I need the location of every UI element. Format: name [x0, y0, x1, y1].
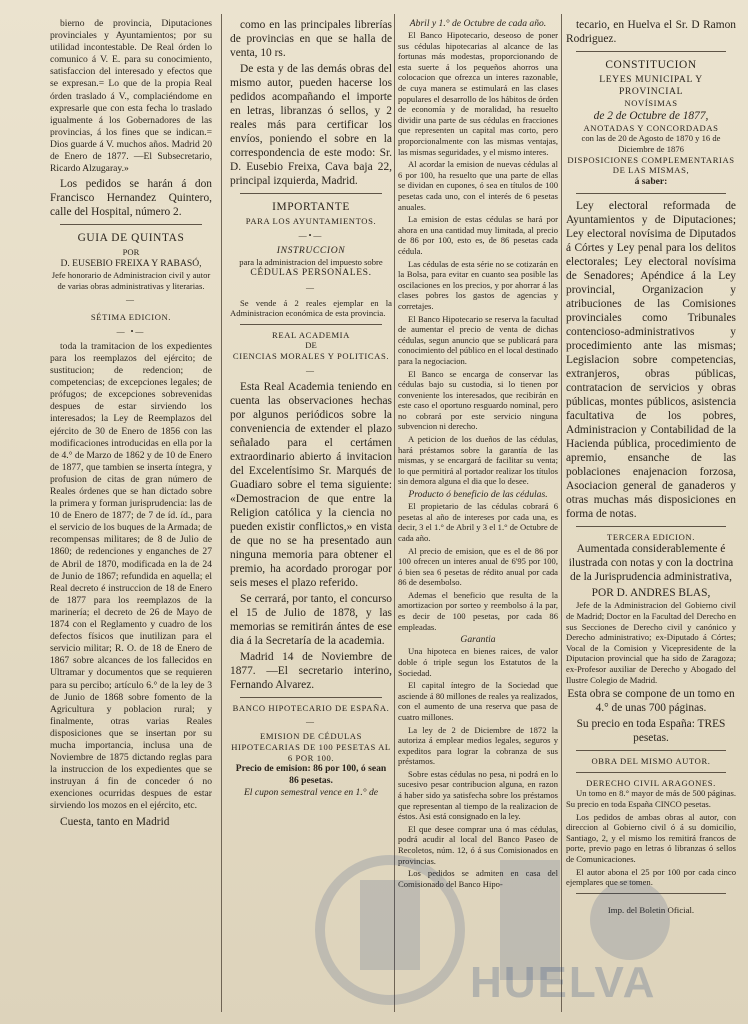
- paragraph: Los pedidos se harán á don Francisco Hernandez Quintero, calle del Hospital, número 2.: [50, 178, 212, 219]
- ornament: —: [126, 295, 136, 305]
- paragraph: El Banco se encarga de conservar las cédulas bajo su custodia, si lo tienen por conveniente los interesados, que recibirán en este caso el oportuno resguardo nominal, pero no cobrará por este servicio ninguna subvencion ni derecho.: [398, 368, 558, 432]
- paragraph: Esta Real Academia teniendo en cuenta las observaciones hechas por algunos periódicos sobre la conveniencia de extender el plazo señalado para el certámen extraordinario abierto á invitacion del Excelentísimo Sr. Marqués de Guadiaro sobre el tema siguiente: «Demostracion de que entre la Religion católica y la ciencia no pueden existir conflictos,» en vista de que no se ha presentado aun ninguna memoria para obtener el premio, ha acordado prorogar por seis meses el plazo referido.: [230, 380, 392, 589]
- paragraph: como en las principales librerías de provincias en que se halla de venta, 10 rs.: [230, 19, 392, 59]
- divider: [240, 324, 382, 325]
- section-title: IMPORTANTE: [272, 201, 350, 213]
- divider: [240, 193, 382, 194]
- paragraph: Aumentada considerablemente é ilustrada con notas y con la doctrina de la Jurisprudencia administrativa,: [568, 543, 734, 584]
- subtitle: PARA LOS AYUNTAMIENTOS.: [245, 216, 377, 226]
- edition-label: SÉTIMA EDICION.: [90, 312, 172, 323]
- paragraph: La ley de 2 de Diciembre de 1872 la autoriza á emplear medios legales, seguros y expeditos para lograr la cobranza de sus préstamos.: [398, 724, 558, 767]
- paragraph: El que desee comprar una ó mas cédulas, podrá acudir al local del Banco Paseo de Recoletos, núm. 12, ó á sus Comisionados en provincias.: [398, 823, 558, 866]
- paragraph: De esta y de las demás obras del mismo autor, pueden hacerse los pedidos acompañando el importe en letras, libranzas ó sellos, y 2 reales más para certificar los envíos, poniendo el sobre en la correspondencia de este modo: Sr. D. Eusebio Freixa, Cava baja 22, principal izquierda, Madrid.: [230, 63, 392, 187]
- subtitle: CÉDULAS PERSONALES.: [250, 267, 372, 279]
- paragraph: Ademas el beneficio que resulta de la amortizacion por sorteo y reembolso á la par, es decir de 100 pesetas, por cada 86 empleadas.: [398, 589, 558, 632]
- paragraph: Al acordar la emision de nuevas cédulas al 6 por 100, ha resuelto que una parte de ellas se dividan en cupones, ó sea en títulos de 100 pesetas cada uno, con el interés de 6 pesetas anuales.: [398, 159, 558, 212]
- ornament: —: [306, 365, 316, 375]
- paragraph: Se cerrará, por tanto, el concurso el 15 de Julio de 1878, y las memorias se remitirán ántes de ese dia á la Secretaría de la academia.: [230, 592, 392, 647]
- divider: [576, 51, 726, 52]
- column-rule: [221, 14, 222, 1012]
- subtitle: ANOTADAS Y CONCORDADAS: [583, 122, 719, 133]
- ornament: —: [306, 717, 316, 727]
- paragraph: Cuesta, tanto en Madrid: [60, 815, 170, 828]
- paragraph: Los pedidos de ambas obras al autor, con direccion al Gobierno civil ó á su domicilio, Santiago, 2, y el mismo los remitirá francos de porte, previo pago en letras ó libranzas ó sellos de Comunicaciones.: [566, 811, 736, 864]
- author-description: Jefe de la Administracion del Gobierno civil de Madrid; Doctor en la Facultad del Derecho en sus Secciones de Derecho civil y canónico y Derecho administrativo; ex-Diputado á Córtes; Vocal de la Comision y Vicepresidente de la Diputacion provincial que ha sido de Zaragoza; ex-Profesor auxiliar de Derecho y Abogado del Ilustre Colegio de Madrid.: [566, 600, 736, 685]
- subtitle: de 2 de Octubre de 1877,: [593, 109, 709, 122]
- ornament: —: [306, 283, 316, 293]
- divider: [60, 224, 202, 225]
- subheading: Garantia: [460, 634, 496, 646]
- section-title: OBRA DEL MISMO AUTOR.: [591, 756, 711, 767]
- paragraph: Las cédulas de esta série no se cotizarán en la Bolsa, para evitar en cuanto sea posible las oscilaciones en los precios, y por ahorrar á las clases pobres los gastos de agencias y corretajes.: [398, 258, 558, 311]
- subheading: Producto ó beneficio de las cédulas.: [408, 489, 548, 501]
- paragraph: Esta obra se compone de un tomo en 4.° de unas 700 páginas.: [567, 688, 735, 715]
- subtitle: DISPOSICIONES COMPLEMENTARIAS DE LAS MISMAS,: [567, 154, 735, 176]
- subtitle: LEYES MUNICIPAL Y PROVINCIAL: [599, 74, 703, 98]
- section-title: REAL ACADEMIA: [272, 329, 350, 340]
- paragraph: La emision de estas cédulas se hará por ahora en una cantidad muy limitada, al precio de 86 por 100, esto es, de 86 pesetas cada cédula.: [398, 214, 558, 256]
- paragraph: Sobre estas cédulas no pesa, ni podrá en lo sucesivo pesar contribucion alguna, en razon á haber sido ya satisfecha sobre los préstamos que representan al tiempo de la realizacion de éstos. Asi está consignado en la ley.: [398, 768, 558, 822]
- subtitle: á saber:: [634, 175, 668, 187]
- ornament: — •—: [116, 326, 146, 336]
- paragraph: El capital íntegro de la Sociedad que asciende á 80 millones de reales ya realizados, con el aumento de una reserva que pasa de cuatro millones.: [398, 680, 558, 722]
- author-name: POR D. ANDRES BLAS,: [591, 587, 711, 600]
- divider: [576, 772, 726, 773]
- divider: [240, 697, 382, 698]
- paragraph: El Banco Hipotecario, deseoso de poner sus cédulas hipotecarias al alcance de las fortunas más modestas, proporcionando de esta suerte á los pequeños ahorros una colocacion que ofrezca un interes razonable, de cuya manera se estimulará en las clases populares el desarrollo de los hábitos de órden de economía y de moralidad, ha resuelto dividir una parte de sus cédulas en fracciones que representen un capital mas corto, pero proporcionalmente con las mismas ventajas, las mismas seguridades, y el mismo interes.: [398, 30, 558, 157]
- section-title: BANCO HIPOTECARIO DE ESPAÑA.: [232, 702, 390, 713]
- column-rule: [561, 14, 562, 1012]
- column-rule: [394, 14, 395, 1012]
- paragraph: El autor abona el 25 por 100 por cada cinco ejemplares que se tomen.: [566, 866, 736, 888]
- author-description: Jefe honorario de Administracion civil y autor de varias obras administrativas y literarias.: [51, 269, 211, 291]
- paragraph: Se vende á 2 reales ejemplar en la Administracion económica de esta provincia.: [230, 297, 392, 319]
- divider: [576, 750, 726, 751]
- column-2: [230, 18, 392, 1010]
- subtitle: NOVÍSIMAS: [624, 98, 678, 109]
- edition-label: TERCERA EDICION.: [607, 531, 695, 542]
- section-title: GUIA DE QUINTAS: [77, 232, 185, 245]
- subtitle: EMISION DE CÉDULAS HIPOTECARIAS DE 100 PESETAS AL 6 POR 100.: [231, 731, 391, 763]
- paragraph: bierno de provincia, Diputaciones provinciales y Ayuntamientos; por su utilidad incontestable. De Real órden lo comunico á V. E. para su conocimiento, satisfaccion del interesado y efectos que se expresan.= Lo que de la propia Real órden traslado á V., complaciéndome en expresarle que con esta fecha lo traslado igualmente á los Gobernadores de las provincias, á los fines que se indican.= Dios guarde á V. muchos años. Madrid 20 de Enero de 1877. —El Subsecretario, Ricardo Alzugaray.»: [50, 18, 212, 175]
- section-title: CONSTITUCION: [605, 59, 697, 71]
- paragraph: El Banco Hipotecario se reserva la facultad de aumentar el precio de venta de dichas cédulas, segun anuncio que se publicará para conocimiento del público en el local destinado para la negociacion.: [398, 313, 558, 366]
- paragraph: El propietario de las cédulas cobrará 6 pesetas al año de intereses por cada una, es decir, 3 el 1.° de Abril y 3 el 1.° de Octubre de cada año.: [398, 501, 558, 543]
- paragraph: El cupon semestral vence en 1.° de: [243, 787, 379, 799]
- divider: [576, 893, 726, 894]
- ornament: —•—: [298, 230, 324, 240]
- paragraph: tecario, en Huelva el Sr. D Ramon Rodriguez.: [566, 19, 736, 45]
- by-label: POR: [122, 247, 140, 258]
- paragraph: Una hipoteca en bienes raices, de valor doble ó triple segun los Estatutos de la Sociedad.: [398, 646, 558, 678]
- paragraph: Al precio de emision, que es el de 86 por 100 ofrecen un interes anual de 6'95 por 100, ó bien sea 6 pesetas de rédito anual por cada 86 de desembolso.: [398, 545, 558, 588]
- watermark-text: HUELVA: [470, 958, 657, 1007]
- column-3: [398, 18, 558, 1010]
- printer-imprint: Imp. del Boletin Oficial.: [607, 904, 695, 915]
- paragraph: Un tomo en 8.° mayor de más de 500 páginas. Su precio en toda España CINCO pesetas.: [566, 788, 736, 809]
- section-title: DERECHO CIVIL ARAGONES.: [586, 777, 716, 788]
- divider: [576, 193, 726, 194]
- paragraph: toda la tramitacion de los expedientes para los reemplazos del ejército; de sustitucion; de redencion; de competencias; de excepciones legales; de prófugos; de excepciones sobrevenidas despues de estar sirviendo los interesados; la Ley de Reemplazos del ejército de 30 de Enero de 1856 con las modificaciones introducidas en ella por la de 4.° de Marzo de 1862 y de 10 de Enero de 1877, que tambien se inserta íntegra, y profusion de citas de gran número de Reales órdenes que se han dictado sobre la primera y forman jurisprudencia: las de 10 de Enero de 1877; de 7 de íd. íd., para el servicio de los buques de la Armada; de recompensas militares; de 8 de Julio de 1860; de redenciones y enganches de 27 de Abril de 1870, modificada en la de 24 de Junio de 1867; refundida en aquella; el Real decreto é instruccion de 18 de Enero de 1877 para los reemplazos de la marinería; el decreto de 26 de Mayo de 1874 con el Reglamento y cuadro de los defectos físicos que inutilizan para el servicio militar; R. O. de 18 de Enero de 1867 sobre alcances de los fallecidos en Ultramar y documentos que se requieren para su percibo; artículo 6.° de la ley de 3 de Junio de 1868 sobre fomento de la Agricultura y poblacion rural; y finalmente, otras varias Reales disposiciones que se insertan por su mucha importancia, inclusa una de Noviembre de 1875 dictando reglas para la instruccion de los expedientes que se instruyan á fin de conceder ó no exenciones ocurridas despues de estar sirviendo los mozos en el ejército, etc.: [50, 340, 212, 812]
- section-title: DE: [305, 340, 317, 351]
- paragraph: Abril y 1.° de Octubre de cada año.: [409, 18, 547, 29]
- column-1: [50, 18, 212, 1010]
- subtitle: con las de 20 de Agosto de 1870 y 16 de Diciembre de 1876: [581, 133, 721, 154]
- paragraph: Los pedidos se admiten en casa del Comisionado del Banco Hipo-: [398, 868, 558, 889]
- price-line: Precio de emision: 86 por 100, ó sean 86 pesetas.: [235, 763, 387, 787]
- subtitle: INSTRUCCION: [276, 244, 346, 256]
- author-name: D. EUSEBIO FREIXA Y RABASÓ,: [60, 257, 202, 269]
- paragraph: A peticion de los dueños de las cédulas, hará préstamos sobre la garantía de las mismas, y se encargará de facilitar su venta; lo que permitirá al portador realizar los títulos sin demora alguna el dia que lo desee.: [398, 434, 558, 487]
- section-title: CIENCIAS MORALES Y POLITICAS.: [232, 350, 390, 361]
- divider: [576, 526, 726, 527]
- paragraph: Su precio en toda España: TRES pesetas.: [576, 718, 726, 745]
- column-4: [566, 18, 736, 1010]
- paragraph: Ley electoral reformada de Ayuntamientos y de Diputaciones; Ley electoral novísima de Diputados á Córtes y Ley penal para los delitos electorales; Ley electoral novísima de Senadores; Apéndice á la Ley provincial, Organizacion y atribuciones de las Comisiones provinciales como Tribunales contencioso-administrativos y procedimiento ante las mismas; Legislacion sobre competencias, extranjeros, obras públicas, contratacion de servicios y obras públicas, montes públicos, asistencia facultativa de los pobres, Administracion y Contabilidad de la Hacienda pública, procedimiento de apremio, ensanche de las poblaciones enajenacion forzosa, Asociacion general de ganaderos y otras muchas más disposiciones en forma de notas.: [566, 199, 736, 520]
- subtitle: para la administracion del impuesto sobre: [239, 256, 383, 267]
- paragraph: Madrid 14 de Noviembre de 1877. —El secretario interino, Fernando Alvarez.: [230, 650, 392, 691]
